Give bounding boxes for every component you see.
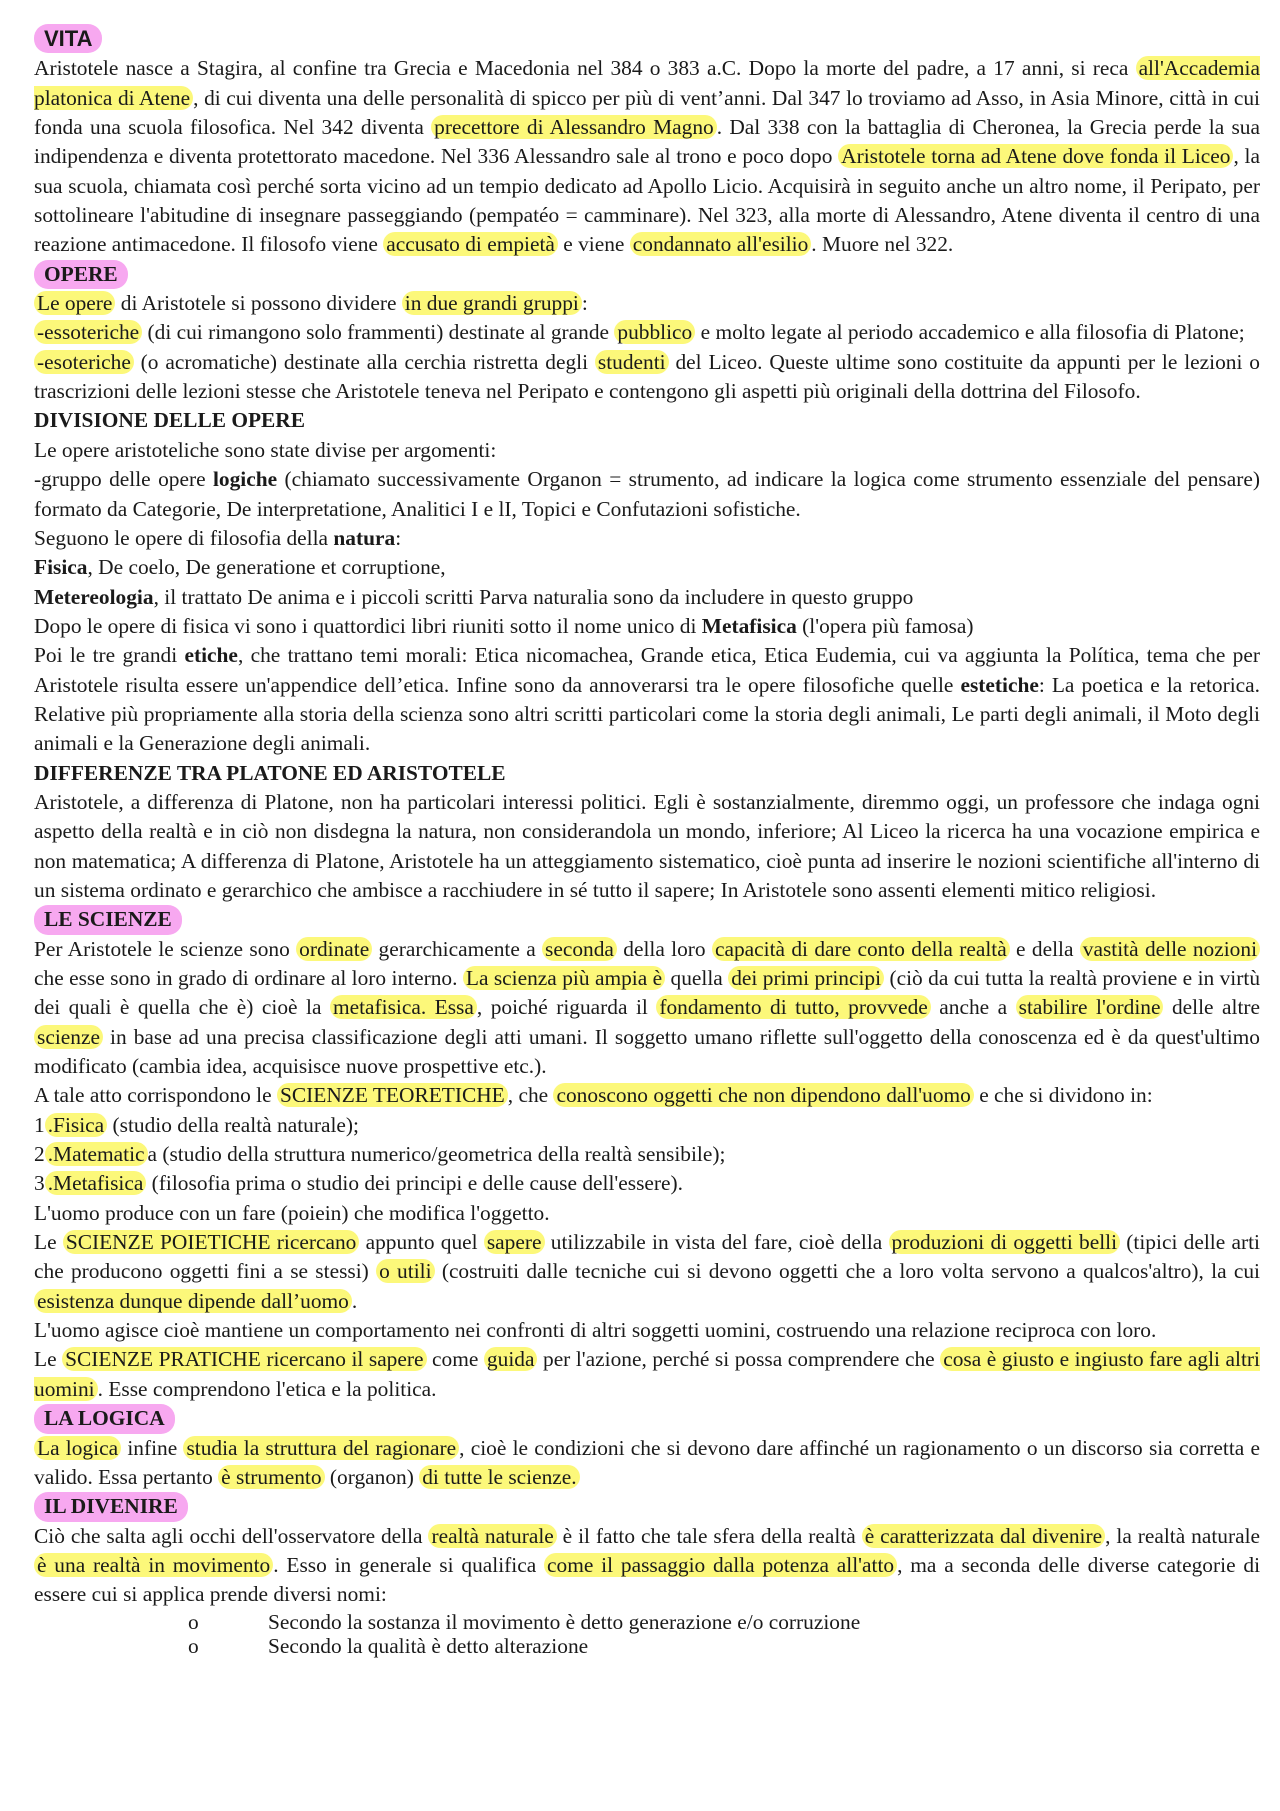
scienze-item-matematica: 2 .Matematic a (studio della struttura numerico/geometrica della realtà sensibile); <box>34 1142 726 1167</box>
heading-divenire: IL DIVENIRE <box>34 1492 188 1521</box>
highlight: .Matematic <box>45 1142 148 1166</box>
highlight: -esoteriche <box>34 350 134 374</box>
divisione-line-etiche: Poi le tre grandi etiche, che trattano temi morali: Etica nicomachea, Grande etica, Etica Eudemia, cui va aggiunta la Política, tema che per Aristotele risulta essere un'appendice dell’etica. Infine sono da annoverarsi tra le opere filosofiche quelle estetiche: La poetica e la retorica. Relative più propriamente alla storia della scienza sono altri scritti particolari come la storia degli animali, Le parti degli animali, il Moto degli animali e la Generazione degli animali. <box>34 643 1260 756</box>
highlight: pubblico <box>614 320 695 344</box>
highlight: SCIENZE TEORETICHE <box>277 1083 508 1107</box>
paragraph-differenze: Aristotele, a differenza di Platone, non ha particolari interessi politici. Egli è sostanzialmente, diremmo oggi, un professore che indaga ogni aspetto della realtà e in ciò non disdegna la natura, non considerandola un mondo, inferiore; Al Liceo la ricerca ha una vocazione empirica e non matematica; A differenza di Platone, Aristotele ha un atteggiamento sistematico, cioè punta ad inserire le nozioni scientifiche all'interno di un sistema ordinato e gerarchico che ambisce a racchiudere in sé tutto il sapere; In Aristotele sono assenti elementi mitico religiosi. <box>34 789 1260 902</box>
highlight: cosa è giusto e ingiusto fare agli altri uomini <box>34 1347 1260 1401</box>
highlight: precettore di Alessandro Magno <box>431 115 717 139</box>
scienze-item-fisica: 1 .Fisica (studio della realtà naturale); <box>34 1112 359 1137</box>
highlight: accusato di empietà <box>383 232 558 256</box>
highlight: La logica <box>34 1436 121 1460</box>
highlight: guida <box>484 1347 538 1371</box>
highlight: scienze <box>34 1025 103 1049</box>
highlight: SCIENZE PRATICHE ricercano il sapere <box>62 1347 426 1371</box>
highlight: in due grandi gruppi <box>402 291 582 315</box>
divenire-list <box>34 1610 1260 1658</box>
highlight: o utili <box>376 1259 434 1283</box>
highlight: studenti <box>595 350 669 374</box>
heading-vita: VITA <box>34 24 102 53</box>
highlight: -essoteriche <box>34 320 142 344</box>
highlight: vastità delle nozioni <box>1080 937 1260 961</box>
heading-divisione: DIVISIONE DELLE OPERE <box>34 408 306 433</box>
highlight: è caratterizzata dal divenire <box>862 1524 1105 1548</box>
scienze-paragraph-pratiche: Le SCIENZE PRATICHE ricercano il sapere come guida per l'azione, perché si possa comprendere che cosa è giusto e ingiusto fare agli altri uomini . Esse comprendono l'etica e la politica. <box>34 1347 1260 1401</box>
highlight: Aristotele torna ad Atene dove fonda il Liceo <box>838 144 1233 168</box>
scienze-paragraph-agire: L'uomo agisce cioè mantiene un comportamento nei confronti di altri soggetti uomini, costruendo una relazione reciproca con loro. <box>34 1318 1157 1343</box>
paragraph-logica: La logica infine studia la struttura del ragionare , cioè le condizioni che si devono dare affinché un ragionamento o un discorso sia corretta e valido. Essa pertanto è strumento (organon) di tutte le scienze. <box>34 1435 1260 1489</box>
paragraph-divenire: Ciò che salta agli occhi dell'osservatore della realtà naturale è il fatto che tale sfera della realtà è caratterizzata dal divenire , la realtà naturale è una realtà in movimento . Esso in generale si qualifica come il passaggio dalla potenza all'atto , ma a seconda delle diverse categorie di essere cui si applica prende diversi nomi: <box>34 1523 1261 1607</box>
list-item: o Secondo la sostanza il movimento è detto generazione e/o corruzione <box>188 1610 1260 1634</box>
opere-line-1: Le opere di Aristotele si possono dividere in due grandi gruppi : <box>34 289 1260 318</box>
divisione-line-fisica: Fisica, De coelo, De generatione et corruptione, <box>34 555 446 580</box>
highlight: .Fisica <box>45 1113 107 1137</box>
divisione-line-metereologia: Metereologia, il trattato De anima e i piccoli scritti Parva naturalia sono da includere in questo gruppo <box>34 584 914 609</box>
highlight: all'Accademia platonica di Atene <box>34 56 1260 110</box>
highlight: seconda <box>542 937 617 961</box>
heading-scienze: LE SCIENZE <box>34 905 182 934</box>
highlight: sapere <box>484 1230 545 1254</box>
heading-opere: OPERE <box>34 260 128 289</box>
highlight: produzioni di oggetti belli <box>889 1230 1121 1254</box>
highlight: metafisica. Essa <box>330 995 477 1019</box>
highlight: SCIENZE POIETICHE ricercano <box>63 1230 360 1254</box>
highlight: è una realtà in movimento <box>34 1553 273 1577</box>
highlight: fondamento di tutto, provvede <box>656 995 930 1019</box>
list-item: o Secondo la qualità è detto alterazione <box>188 1634 1260 1658</box>
heading-logica: LA LOGICA <box>34 1404 175 1433</box>
scienze-line-poiein: L'uomo produce con un fare (poiein) che modifica l'oggetto. <box>34 1200 550 1225</box>
heading-differenze: DIFFERENZE TRA PLATONE ED ARISTOTELE <box>34 760 506 785</box>
highlight: è strumento <box>218 1465 324 1489</box>
highlight: conoscono oggetti che non dipendono dall'uomo <box>553 1083 973 1107</box>
divisione-line-logiche: -gruppo delle opere logiche (chiamato successivamente Organon = strumento, ad indicare la logica come strumento essenziale del pensare) formato da Categorie, De interpretatione, Analitici I e lI, Topici e Confutazioni sofistiche. <box>34 467 1260 521</box>
scienze-item-metafisica: 3 .Metafisica (filosofia prima o studio dei principi e delle cause dell'essere). <box>34 1171 683 1196</box>
opere-line-essoteriche: -essoteriche (di cui rimangono solo frammenti) destinate al grande pubblico e molto legate al periodo accademico e alla filosofia di Platone; <box>34 318 1260 347</box>
highlight: .Metafisica <box>45 1171 147 1195</box>
highlight: ordinate <box>296 937 372 961</box>
scienze-paragraph-teoretiche: A tale atto corrispondono le SCIENZE TEORETICHE , che conoscono oggetti che non dipendono dall'uomo e che si dividono in: <box>34 1083 1153 1108</box>
highlight: di tutte le scienze. <box>419 1465 579 1489</box>
paragraph-vita: Aristotele nasce a Stagira, al confine tra Grecia e Macedonia nel 384 o 383 a.C. Dopo la morte del padre, a 17 anni, si reca all'Accademia platonica di Atene , di cui diventa una delle personalità di spicco per più di vent’anni. Dal 347 lo troviamo ad Asso, in Asia Minore, città in cui fonda una scuola filosofica. Nel 342 diventa precettore di Alessandro Magno . Dal 338 con la battaglia di Cheronea, la Grecia perde la sua indipendenza e diventa protettorato macedone. Nel 336 Alessandro sale al trono e poco dopo Aristotele torna ad Atene dove fonda il Liceo , la sua scuola, chiamata così perché sorta vicino ad un tempio dedicato ad Apollo Licio. Acquisirà in seguito anche un altro nome, il Peripato, per sottolineare l'abitudine di insegnare passeggiando (pempatéo = camminare). Nel 323, alla morte di Alessandro, Atene diventa il centro di una reazione antimacedone. Il filosofo viene accusato di empietà e viene condannato all'esilio . Muore nel 322. <box>34 56 1261 257</box>
highlight: Le opere <box>34 291 115 315</box>
highlight: stabilire l'ordine <box>1016 995 1164 1019</box>
scienze-paragraph-poietiche: Le SCIENZE POIETICHE ricercano appunto quel sapere utilizzabile in vista del fare, cioè della produzioni di oggetti belli (tipici delle arti che producono oggetti fini a se stessi) o utili (costruiti dalle tecniche cui si devono oggetti che a loro volta servono a qualcos'altro), la cui esistenza dunque dipende dall’uomo . <box>34 1230 1260 1313</box>
highlight: come il passaggio dalla potenza all'atto <box>544 1553 897 1577</box>
divisione-line-natura: Seguono le opere di filosofia della natura: <box>34 525 402 550</box>
highlight: capacità di dare conto della realtà <box>712 937 1010 961</box>
highlight: dei primi principi <box>728 966 884 990</box>
highlight: studia la struttura del ragionare <box>183 1436 459 1460</box>
scienze-paragraph-1: Per Aristotele le scienze sono ordinate gerarchicamente a seconda della loro capacità di dare conto della realtà e della vastità delle nozioni che esse sono in grado di ordinare al loro interno. La scienza più ampia è quella dei primi principi (ciò da cui tutta la realtà proviene e in virtù dei quali è quella che è) cioè la metafisica. Essa , poiché riguarda il fondamento di tutto, provvede anche a stabilire l'ordine delle altre scienze in base ad una precisa classificazione degli atti umani. Il soggetto umano riflette sull'oggetto della conoscenza ed è da quest'ultimo modificato (cambia idea, acquisisce nuove prospettive etc.). <box>34 936 1261 1079</box>
highlight: realtà naturale <box>428 1524 556 1548</box>
opere-line-esoteriche: -esoteriche (o acromatiche) destinate alla cerchia ristretta degli studenti del Liceo. Queste ultime sono costituite da appunti per le lezioni o trascrizioni delle lezioni stesse che Aristotele teneva nel Peripato e contengono gli aspetti più originali della dottrina del Filosofo. <box>34 349 1260 404</box>
divisione-line-metafisica: Dopo le opere di fisica vi sono i quattordici libri riuniti sotto il nome unico di Metafisica (l'opera più famosa) <box>34 613 974 638</box>
highlight: La scienza più ampia è <box>463 966 665 990</box>
highlight: esistenza dunque dipende dall’uomo <box>34 1289 352 1313</box>
divisione-line-1: Le opere aristoteliche sono state divise per argomenti: <box>34 437 497 462</box>
highlight: condannato all'esilio <box>630 232 812 256</box>
